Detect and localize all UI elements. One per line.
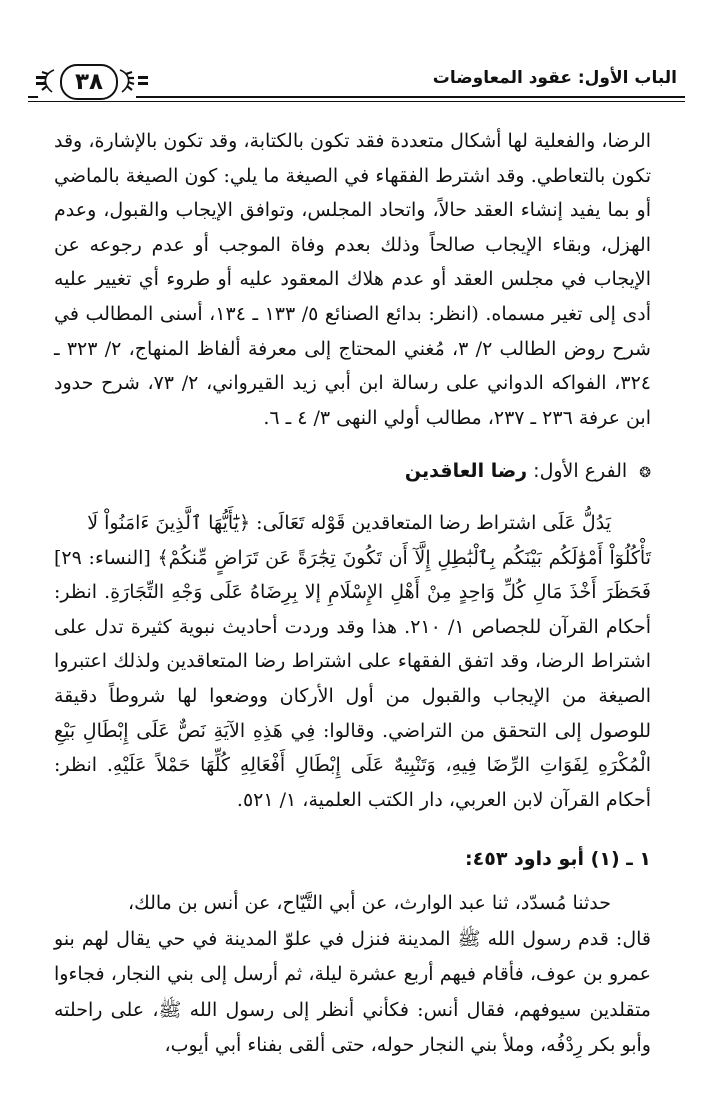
ornament-icon: ❂ xyxy=(639,465,651,481)
badge-bar-right-2 xyxy=(138,82,148,85)
paragraph-consent-body: تَأْكُلُوٓاْ أَمْوَٰلَكُم بَيْنَكُم بِٱلْبَٰطِلِ إِلَّآ أَن تَكُونَ تِجَٰرَةً عَن تَرَاضٍ مِّنكُمْ﴾ [النساء: ٢٩] فَحَظَرَ أَخْذَ مَالِ كُلِّ وَاحِدٍ مِنْ أَهْلِ الإِسْلَامِ إلا بِرِضَاهُ عَلَى وَجْهِ التِّجَارَةِ. انظر: أحكام القرآن للجصاص ١/ ٢١٠. هذا وقد وردت أحاديث نبوية كثيرة تدل على اشتراط الرضا، وقد اتفق الفقهاء على اشتراط رضا المتعاقدين ولذلك اعتبروا الصيغة من الإيجاب والقبول من أول الأركان ووضعوا لها شروطاً دقيقة للوصول إلى التحقق من التراضي. وقالوا: فِي هَذِهِ الآيَةِ نَصٌّ عَلَى إِبْطَالِ بَيْعِ الْمُكْرَهِ لِفَوَاتِ الرِّضَا فِيهِ، وَتَنْبِيهٌ عَلَى إِبْطَالِ أَفْعَالِهِ كُلِّهَا حَمْلاً عَلَيْهِ. انظر: أحكام القرآن لابن العربي، دار الكتب العلمية، ١/ ٥٢١. xyxy=(54,546,651,811)
header-rule-thin xyxy=(28,101,685,102)
page-number-badge xyxy=(38,62,136,100)
page-number: ٣٨ xyxy=(60,64,118,100)
hadith-entry-heading: ١ ـ (١) أبو داود ٤٥٣: xyxy=(465,848,651,870)
section-title: رضا العاقدين xyxy=(404,460,528,482)
page-header xyxy=(28,62,685,106)
hadith-text xyxy=(54,886,651,1064)
badge-bar-right xyxy=(138,76,148,79)
laurel-right-icon xyxy=(116,68,136,94)
paragraph-consent-first-line: يَدُلُّ عَلَى اشتراط رضا المتعاقدين قَوْله تَعَالَى: ﴿يَٰٓأَيُّهَا ٱلَّذِينَ ءَامَنُواْ لَا xyxy=(87,512,611,534)
section-label: الفرع الأول: xyxy=(533,460,628,482)
paragraph-continuation: الرضا، والفعلية لها أشكال متعددة فقد تكون بالكتابة، وقد تكون بالإشارة، وقد تكون بالتعاطي. وقد اشترط الفقهاء في الصيغة ما يلي: كون الصيغة بالماضي أو بما يفيد إنشاء العقد حالاً، واتحاد المجلس، وتوافق الإيجاب والقبول، وعدم الهزل، وبقاء الإيجاب صالحاً وذلك بعدم وفاة الموجب أو عدم رجوعه عن الإيجاب في مجلس العقد أو عدم هلاك المعقود عليه أو طروء أي تغيير عليه أدى إلى تغير مسماه. (انظر: بدائع الصنائع ٥/ ١٣٣ ـ ١٣٤، أسنى المطالب في شرح روض الطالب ٢/ ٣، مُغني المحتاج إلى معرفة ألفاظ المنهاج، ٢/ ٣٢٣ ـ ٣٢٤، الفواكه الدواني على رسالة ابن أبي زيد القيرواني، ٢/ ٧٣، شرح حدود ابن عرفة ٢٣٦ ـ ٢٣٧، مطالب أولي النهى ٣/ ٤ ـ ٦. xyxy=(54,130,652,429)
section-heading xyxy=(405,460,651,482)
hadith-isnad: حدثنا مُسدّد، ثنا عبد الوارث، عن أبي التَّيّاح، عن أنس بن مالك، xyxy=(127,892,611,914)
hadith-matn: قال: قدم رسول الله ﷺ المدينة فنزل في علوّ المدينة في حي يقال لهم بنو عمرو بن عوف، فأقام فيهم أربع عشرة ليلة، ثم أرسل إلى بني النجار، فجاءوا متقلدين سيوفهم، فقال أنس: فكأني أنظر إلى رسول الله ﷺ، على راحلته وأبو بكر رِدْفُه، وملأ بني النجار حوله، حتى ألقى بفناء أبي أيوب، xyxy=(54,927,651,1057)
paragraph-consent xyxy=(54,506,651,817)
chapter-title: الباب الأول: عقود المعاوضات xyxy=(432,68,677,88)
laurel-left-icon xyxy=(38,68,58,94)
